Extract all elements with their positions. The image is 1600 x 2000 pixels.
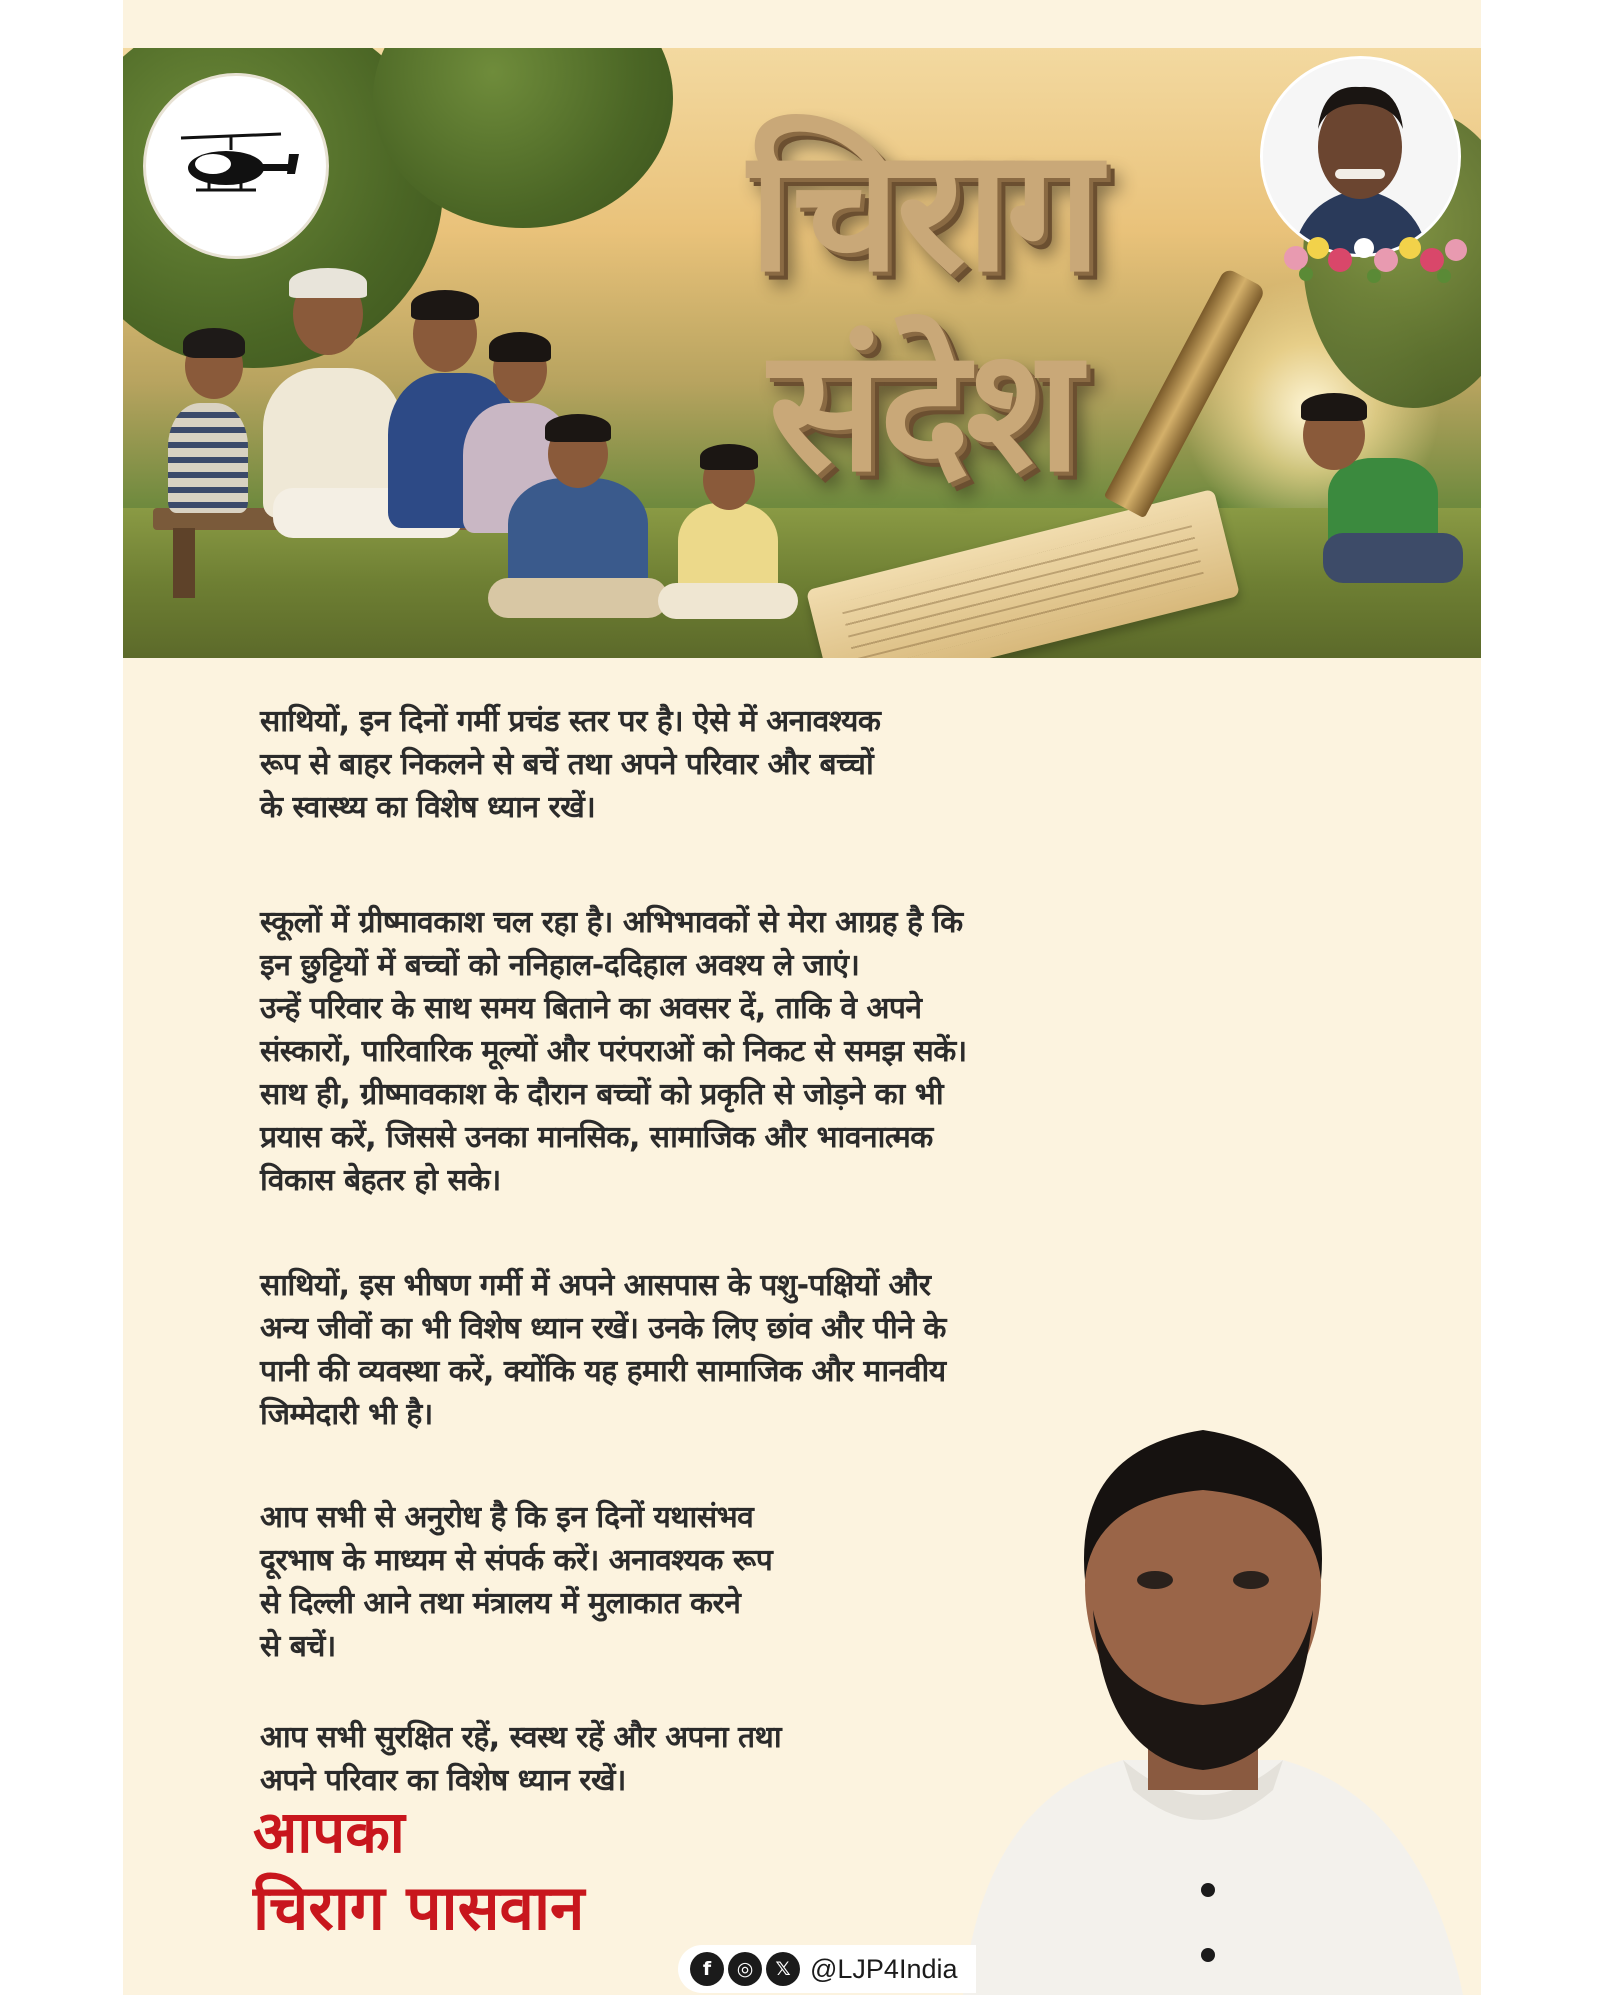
signature-name: चिराग पासवान [253, 1871, 585, 1944]
x-icon[interactable]: 𝕏 [766, 1952, 800, 1986]
bench-leg [173, 528, 195, 598]
banner-title-line1: चिराग [748, 110, 1098, 310]
signature [253, 1797, 584, 1949]
message-paragraph-3: साथियों, इस भीषण गर्मी में अपने आसपास के पशु-पक्षियों और अन्य जीवों का भी विशेष ध्यान रखें। उनके लिए छांव और पीने के पानी की व्यवस्था करें, क्योंकि यह हमारी सामाजिक और मानवीय जिम्मेदारी भी है। [260, 1268, 946, 1432]
banner-image [123, 48, 1481, 658]
message-paragraph-1: साथियों, इन दिनों गर्मी प्रचंड स्तर पर है। ऐसे में अनावश्यक रूप से बाहर निकलने से बचें तथा अपने परिवार और बच्चों के स्वास्थ्य का विशेष ध्यान रखें। [260, 704, 881, 825]
flower-garland-icon [1276, 218, 1476, 288]
message-card [123, 0, 1481, 1995]
social-bar [678, 1945, 976, 1993]
helicopter-icon [171, 126, 301, 206]
banner-title-line2: संदेश [768, 310, 1078, 510]
leader-photo [923, 1370, 1481, 1995]
banner-title [643, 110, 1203, 510]
social-handle[interactable]: @LJP4India [810, 1953, 958, 1984]
message-paragraph-2: स्कूलों में ग्रीष्मावकाश चल रहा है। अभिभावकों से मेरा आग्रह है कि इन छुट्टियों में बच्चों को ननिहाल-ददिहाल अवश्य ले जाएं। उन्हें परिवार के साथ समय बिताने का अवसर दें, ताकि वे अपने संस्कारों, पारिवारिक मूल्यों और परंपराओं को निकट से समझ सकें। साथ ही, ग्रीष्मावकाश के दौरान बच्चों को प्रकृति से जोड़ने का भी प्रयास करें, जिससे उनका मानसिक, सामाजिक और भावनात्मक विकास बेहतर हो सके। [260, 905, 967, 1198]
signature-greeting: आपका [253, 1798, 405, 1866]
party-logo [143, 73, 329, 259]
facebook-icon[interactable]: f [690, 1952, 724, 1986]
message-paragraph-5: आप सभी सुरक्षित रहें, स्वस्थ रहें और अपना तथा अपने परिवार का विशेष ध्यान रखें। [260, 1720, 782, 1798]
message-paragraph-4: आप सभी से अनुरोध है कि इन दिनों यथासंभव दूरभाष के माध्यम से संपर्क करें। अनावश्यक रूप से दिल्ली आने तथा मंत्रालय में मुलाकात करने से बचें। [260, 1500, 773, 1664]
instagram-icon[interactable]: ◎ [728, 1952, 762, 1986]
